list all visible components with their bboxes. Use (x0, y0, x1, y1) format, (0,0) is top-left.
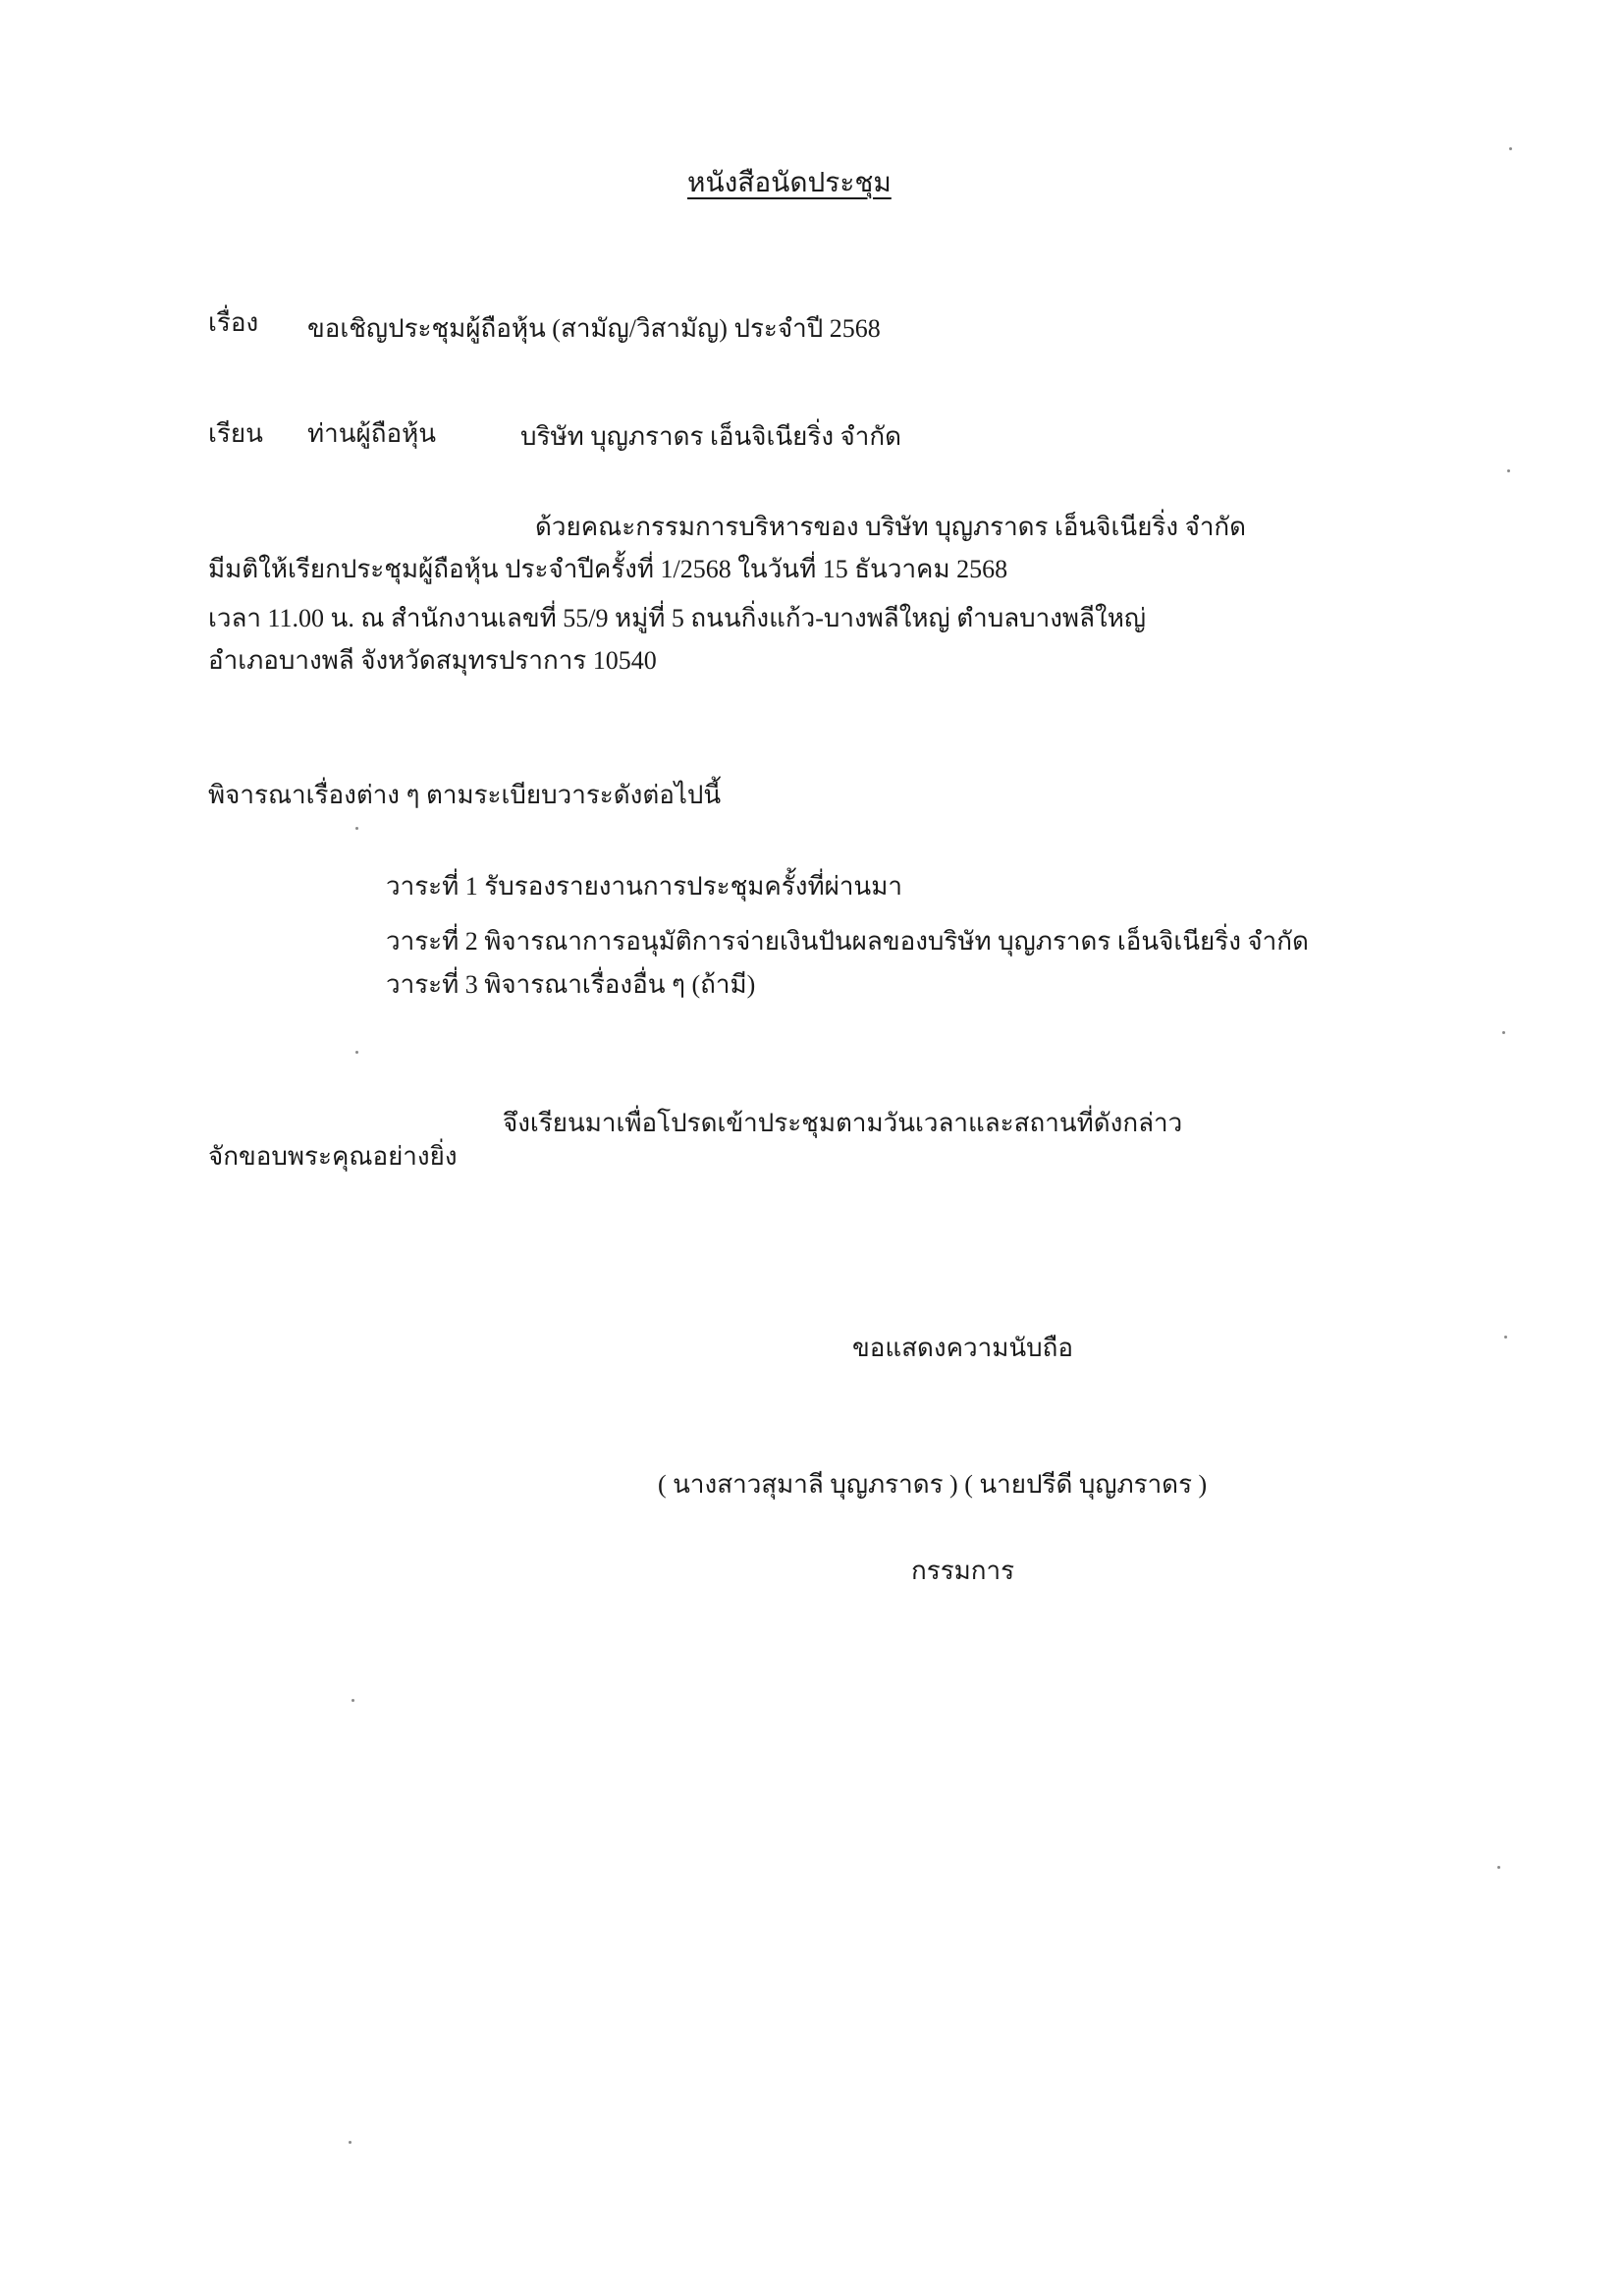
scan-speck (1502, 1031, 1505, 1034)
scan-speck (355, 827, 358, 830)
signature-names: ( นางสาวสุมาลี บุญภราดร ) ( นายปรีดี บุญภราดร ) (658, 1470, 1208, 1499)
scan-speck (1497, 1866, 1500, 1869)
body-line-4: อำเภอบางพลี จังหวัดสมุทรปราการ 10540 (208, 646, 657, 675)
agenda-item-2: วาระที่ 2 พิจารณาการอนุมัติการจ่ายเงินปันผลของบริษัท บุญภราดร เอ็นจิเนียริ่ง จำกัด (386, 927, 1309, 956)
scan-speck (352, 1699, 354, 1702)
agenda-intro: พิจารณาเรื่องต่าง ๆ ตามระเบียบวาระดังต่อไปนี้ (208, 781, 722, 809)
document-title: หนังสือนัดประชุม (687, 168, 892, 198)
scan-speck (355, 1051, 358, 1054)
closing-line-2: จักขอบพระคุณอย่างยิ่ง (208, 1142, 458, 1171)
body-line-3: เวลา 11.00 น. ณ สำนักงานเลขที่ 55/9 หมู่ที่ 5 ถนนกิ่งแก้ว-บางพลีใหญ่ ตำบลบางพลีใหญ่ (208, 604, 1146, 632)
signature-position: กรรมการ (911, 1557, 1015, 1585)
recipient-company: บริษัท บุญภราดร เอ็นจิเนียริ่ง จำกัด (520, 422, 901, 451)
scan-speck (1504, 1336, 1507, 1339)
signature-regards: ขอแสดงความนับถือ (852, 1334, 1073, 1362)
agenda-item-1: วาระที่ 1 รับรองรายงานการประชุมครั้งที่ผ่านมา (386, 872, 902, 901)
body-line-2: มีมติให้เรียกประชุมผู้ถือหุ้น ประจำปีครั้งที่ 1/2568 ในวันที่ 15 ธันวาคม 2568 (208, 555, 1008, 583)
closing-line-1: จึงเรียนมาเพื่อโปรดเข้าประชุมตามวันเวลาและสถานที่ดังกล่าว (503, 1109, 1183, 1137)
recipient-to: ท่านผู้ถือหุ้น (307, 419, 437, 448)
body-line-1: ด้วยคณะกรรมการบริหารของ บริษัท บุญภราดร เอ็นจิเนียริ่ง จำกัด (535, 513, 1247, 541)
agenda-item-3: วาระที่ 3 พิจารณาเรื่องอื่น ๆ (ถ้ามี) (386, 970, 756, 999)
subject-text: ขอเชิญประชุมผู้ถือหุ้น (สามัญ/วิสามัญ) ประจำปี 2568 (307, 314, 881, 343)
recipient-label: เรียน (208, 419, 263, 448)
scan-speck (349, 2141, 352, 2144)
subject-label: เรื่อง (208, 308, 259, 337)
scan-speck (1509, 147, 1512, 150)
scan-speck (1507, 469, 1510, 472)
